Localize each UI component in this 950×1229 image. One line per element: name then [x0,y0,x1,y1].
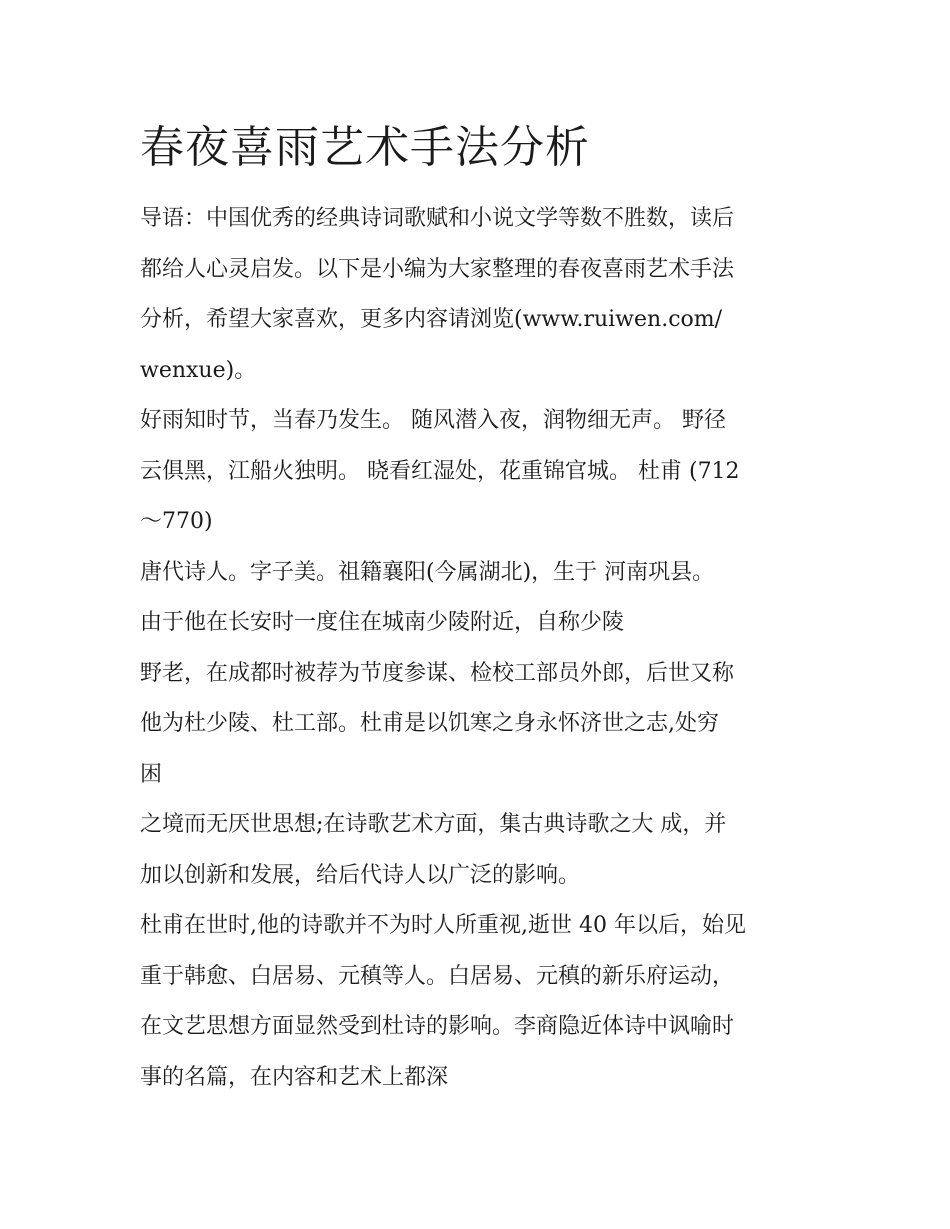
text-line: 唐代诗人。字子美。祖籍襄阳(今属湖北)，生于 河南巩县。 [140,559,715,585]
text-line: 困 [140,761,163,787]
text-line: 野老，在成都时被荐为节度参谋、检校工部员外郎，后世又称 [140,660,735,686]
document-title: 春夜喜雨艺术手法分析 [140,122,590,173]
text-line: 分析，希望大家喜欢，更多内容请浏览(www.ruiwen.com/ [140,307,723,332]
text-line: 事的名篇，在内容和艺术上都深 [140,1064,449,1090]
text-line: 杜甫在世时,他的诗歌并不为时人所重视,逝世 40 年以后，始见 [140,913,746,938]
paragraph-intro [140,194,820,396]
text-line: wenxue)。 [140,357,257,383]
paragraph-artistry [140,800,820,901]
paragraph-influence [140,901,820,1103]
document-page [140,118,820,1103]
paragraph-shaoling [140,598,820,649]
text-line: 他为杜少陵、杜工部。杜甫是以饥寒之身永怀济世之志,处穷 [140,711,719,736]
text-line: ～770) [140,509,213,534]
paragraph-nicknames [140,649,820,801]
text-line: 导语：中国优秀的经典诗词歌赋和小说文学等数不胜数，读后 [140,206,735,231]
paragraph-biography [140,548,820,599]
paragraph-poem [140,396,820,548]
text-line: 云俱黑，江船火独明。 晓看红湿处，花重锦官城。 杜甫 (712 [140,458,740,484]
text-line: 之境而无厌世思想;在诗歌艺术方面，集古典诗歌之大 成，并 [140,812,727,837]
text-line: 重于韩愈、白居易、元稹等人。白居易、元稹的新乐府运动， [140,963,735,989]
text-line: 加以创新和发展，给后代诗人以广泛的影响。 [140,862,581,888]
text-line: 好雨知时节，当春乃发生。 随风潜入夜，润物细无声。 野径 [140,408,726,433]
text-line: 都给人心灵启发。以下是小编为大家整理的春夜喜雨艺术手法 [140,256,735,282]
text-line: 在文艺思想方面显然受到杜诗的影响。李商隐近体诗中讽喻时 [140,1014,735,1039]
text-line: 由于他在长安时一度住在城南少陵附近，自称少陵 [140,610,625,635]
